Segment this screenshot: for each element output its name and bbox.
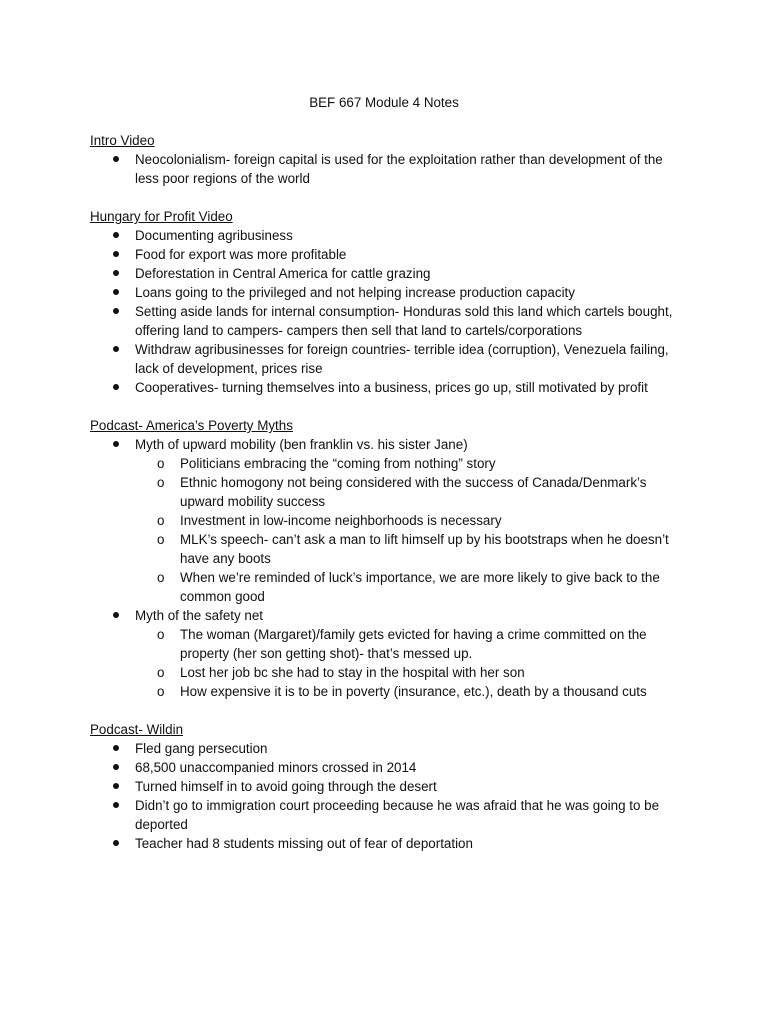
section-heading: Intro Video <box>90 133 155 148</box>
document-body <box>90 131 680 872</box>
list-item: Turned himself in to avoid going through the desert <box>135 777 680 796</box>
list-item: Deforestation in Central America for cattle grazing <box>135 264 680 283</box>
sub-bullet-list <box>135 625 680 701</box>
list-item-text: Myth of upward mobility (ben franklin vs. his sister Jane) <box>135 437 468 452</box>
document-title: BEF 667 Module 4 Notes <box>309 95 459 110</box>
sub-bullet-marker: o <box>157 627 165 642</box>
list-item: Withdraw agribusinesses for foreign countries- terrible idea (corruption), Venezuela failing, lack of development, prices rise <box>135 340 680 378</box>
bullet-list <box>90 739 680 853</box>
list-item: Teacher had 8 students missing out of fear of deportation <box>135 834 680 853</box>
list-item-text: Myth of the safety net <box>135 608 264 623</box>
section-heading: Podcast- Wildin <box>90 722 184 737</box>
list-item: Setting aside lands for internal consumption- Honduras sold this land which cartels bought, offering land to campers- campers then sell that land to cartels/corporations <box>135 302 680 340</box>
sub-list-item: o MLK’s speech- can’t ask a man to lift himself up by his bootstraps when he doesn’t have any boots <box>157 532 669 566</box>
bullet-list <box>90 226 680 397</box>
list-item <box>135 606 680 701</box>
list-item: Neocolonialism- foreign capital is used for the exploitation rather than development of the less poor regions of the world <box>135 150 680 188</box>
section-hungary-for-profit <box>90 207 680 397</box>
section-heading: Hungary for Profit Video <box>90 209 233 224</box>
sub-list-item: o When we’re reminded of luck’s importance, we are more likely to give back to the common good <box>157 570 660 604</box>
bullet-list <box>90 150 680 188</box>
sub-bullet-marker: o <box>157 665 165 680</box>
sub-list-item: o Politicians embracing the “coming from nothing” story <box>157 456 496 471</box>
sub-bullet-marker: o <box>157 532 165 547</box>
list-item: Fled gang persecution <box>135 739 680 758</box>
list-item: Documenting agribusiness <box>135 226 680 245</box>
sub-list-item: o The woman (Margaret)/family gets evicted for having a crime committed on the property (her son getting shot)- that’s messed up. <box>157 627 647 661</box>
section-intro-video <box>90 131 680 188</box>
sub-list-item: o How expensive it is to be in poverty (insurance, etc.), death by a thousand cuts <box>157 684 647 699</box>
section-heading: Podcast- America’s Poverty Myths <box>90 418 293 433</box>
list-item: 68,500 unaccompanied minors crossed in 2014 <box>135 758 680 777</box>
sub-bullet-marker: o <box>157 570 165 585</box>
section-wildin <box>90 720 680 853</box>
list-item: Didn’t go to immigration court proceeding because he was afraid that he was going to be deported <box>135 796 680 834</box>
sub-list-item: o Investment in low-income neighborhoods is necessary <box>157 513 502 528</box>
list-item: Food for export was more profitable <box>135 245 680 264</box>
list-item: Loans going to the privileged and not helping increase production capacity <box>135 283 680 302</box>
sub-bullet-marker: o <box>157 684 165 699</box>
sub-bullet-list <box>135 454 680 606</box>
bullet-list <box>90 435 680 701</box>
sub-list-item: o Ethnic homogony not being considered with the success of Canada/Denmark’s upward mobility success <box>157 475 647 509</box>
sub-bullet-marker: o <box>157 475 165 490</box>
list-item <box>135 435 680 606</box>
section-poverty-myths <box>90 416 680 701</box>
sub-bullet-marker: o <box>157 456 165 471</box>
list-item: Cooperatives- turning themselves into a business, prices go up, still motivated by profit <box>135 378 680 397</box>
sub-list-item: o Lost her job bc she had to stay in the hospital with her son <box>157 665 525 680</box>
sub-bullet-marker: o <box>157 513 165 528</box>
